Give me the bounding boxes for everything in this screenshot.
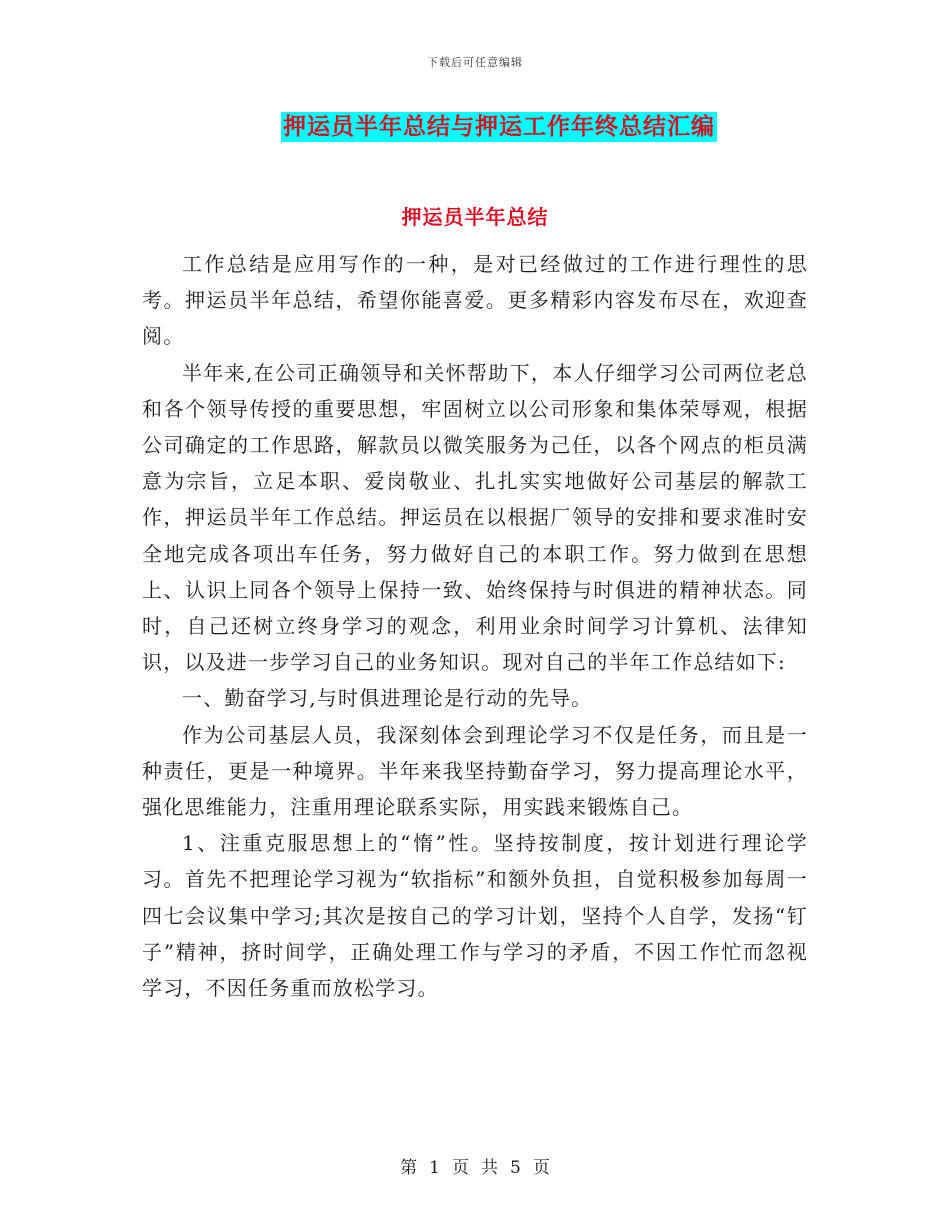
footer-current-page: 1	[429, 1158, 440, 1178]
footer-page-unit: 页	[452, 1158, 469, 1178]
body-text	[142, 246, 808, 1006]
header-note: 下载后可任意编辑	[427, 56, 523, 69]
section-title: 押运员半年总结	[401, 205, 549, 229]
footer-page-prefix: 第	[400, 1158, 418, 1178]
document-title-wrap	[0, 112, 950, 142]
paragraph-study-body: 作为公司基层人员，我深刻体会到理论学习不仅是任务，而且是一种责任，更是一种境界。半年来我坚持勤奋学习，努力提高理论水平，强化思维能力，注重用理论联系实际，用实践来锻炼自己。	[142, 722, 808, 820]
paragraph-item-1: 1、注重克服思想上的“惰”性。坚持按制度，按计划进行理论学习。首先不把理论学习视为“软指标”和额外负担，自觉积极参加每周一四七会议集中学习;其次是按自己的学习计划，坚持个人自学，发扬“钉子”精神，挤时间学，正确处理工作与学习的矛盾，不因工作忙而忽视学习，不因任务重而放松学习。	[142, 831, 808, 1001]
footer-total-pages: 5	[510, 1158, 521, 1178]
footer-total-unit: 页	[532, 1158, 550, 1178]
page-footer	[0, 1153, 950, 1178]
document-title: 押运员半年总结与押运工作年终总结汇编	[283, 114, 715, 140]
footer-total-prefix: 共	[481, 1158, 498, 1178]
paragraph-overview: 半年来,在公司正确领导和关怀帮助下，本人仔细学习公司两位老总和各个领导传授的重要思想，牢固树立以公司形象和集体荣辱观，根据公司确定的工作思路，解款员以微笑服务为己任，以各个网点的柜员满意为宗旨，立足本职、爱岗敬业、扎扎实实地做好公司基层的解款工作，押运员半年工作总结。押运员在以根据厂领导的安排和要求准时安全地完成各项出车任务，努力做好自己的本职工作。努力做到在思想上、认识上同各个领导上保持一致、始终保持与时俱进的精神状态。同时，自己还树立终身学习的观念，利用业余时间学习计算机、法律知识，以及进一步学习自己的业务知识。现对自己的半年工作总结如下:	[142, 360, 808, 675]
paragraph-intro: 工作总结是应用写作的一种，是对已经做过的工作进行理性的思考。押运员半年总结，希望你能喜爱。更多精彩内容发布尽在，欢迎查阅。	[142, 252, 808, 349]
paragraph-heading-study: 一、勤奋学习,与时俱进理论是行动的先导。	[182, 686, 593, 711]
